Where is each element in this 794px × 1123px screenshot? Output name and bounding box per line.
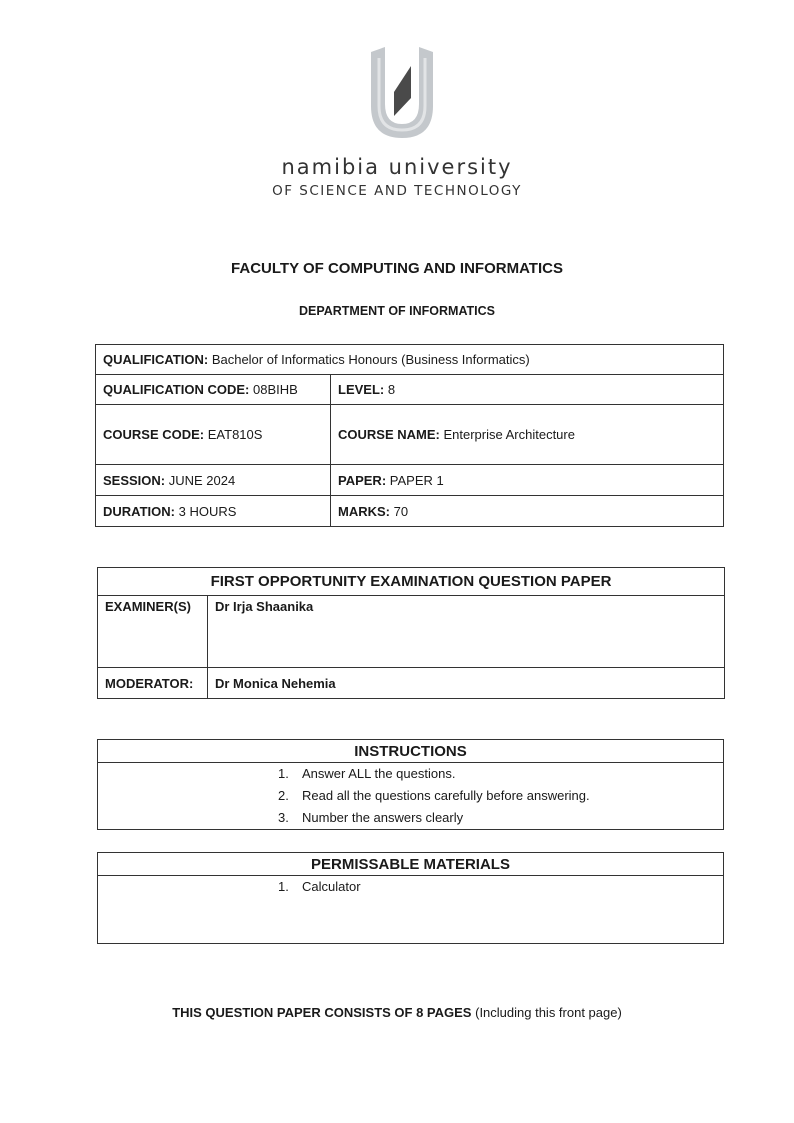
paper-value: PAPER 1 [389, 472, 444, 488]
duration-label: DURATION: [103, 503, 175, 519]
duration-cell [96, 496, 331, 527]
qualification-table [95, 344, 724, 527]
duration-value: 3 HOURS [178, 503, 237, 519]
course-name-cell [331, 405, 724, 465]
examination-title: FIRST OPPORTUNITY EXAMINATION QUESTION PAPER [98, 568, 725, 596]
qualification-code-label: QUALIFICATION CODE: [103, 382, 250, 397]
list-item: 1. Answer ALL the questions. [278, 766, 456, 781]
course-code-value: EAT810S [207, 427, 263, 442]
session-cell [96, 465, 331, 496]
list-item: 2. Read all the questions carefully before answering. [278, 788, 590, 803]
course-code-label: COURSE CODE: [103, 427, 205, 442]
qualification-code-cell [96, 375, 331, 405]
paper-label: PAPER: [338, 472, 387, 488]
level-value: 8 [387, 382, 396, 397]
materials-list [105, 876, 716, 898]
course-name-label: COURSE NAME: [338, 427, 440, 442]
course-code-cell [96, 405, 331, 465]
list-item: 3. Number the answers clearly [278, 810, 464, 825]
examiner-value: Dr Irja Shaanika [208, 596, 725, 668]
level-cell [331, 375, 724, 405]
materials-title: PERMISSABLE MATERIALS [98, 853, 724, 876]
list-item: 1. Calculator [278, 879, 361, 894]
session-label: SESSION: [103, 472, 166, 488]
marks-value: 70 [393, 503, 409, 519]
course-name-value: Enterprise Architecture [443, 427, 575, 442]
qualification-code-value: 08BIHB [252, 382, 298, 397]
instructions-list-cell [98, 763, 724, 830]
faculty-title: FACULTY OF COMPUTING AND INFORMATICS [231, 260, 563, 277]
moderator-value: Dr Monica Nehemia [208, 668, 725, 699]
moderator-label: MODERATOR: [98, 668, 208, 699]
qualification-label: QUALIFICATION: [103, 352, 209, 367]
permissable-materials-box [97, 852, 724, 944]
examiner-label: EXAMINER(S) [98, 596, 208, 668]
materials-list-cell [98, 876, 724, 944]
qualification-cell [96, 345, 724, 375]
university-name: namibia university [281, 155, 513, 179]
level-label: LEVEL: [338, 382, 385, 397]
instructions-box [97, 739, 724, 830]
examination-table [97, 567, 725, 699]
page-count-normal: (Including this front page) [475, 1005, 622, 1020]
page-count-note [0, 1005, 794, 1020]
instructions-list [105, 763, 716, 829]
department-title: DEPARTMENT OF INFORMATICS [298, 304, 496, 318]
university-subtitle: OF SCIENCE AND TECHNOLOGY [272, 183, 522, 199]
paper-cell [331, 465, 724, 496]
marks-label: MARKS: [338, 503, 390, 519]
instructions-title: INSTRUCTIONS [98, 740, 724, 763]
session-value: JUNE 2024 [168, 472, 236, 488]
university-logo [357, 44, 447, 142]
qualification-value: Bachelor of Informatics Honours (Business Informatics) [211, 352, 530, 367]
page-count-bold: THIS QUESTION PAPER CONSISTS OF 8 PAGES [172, 1005, 472, 1020]
marks-cell [331, 496, 724, 527]
